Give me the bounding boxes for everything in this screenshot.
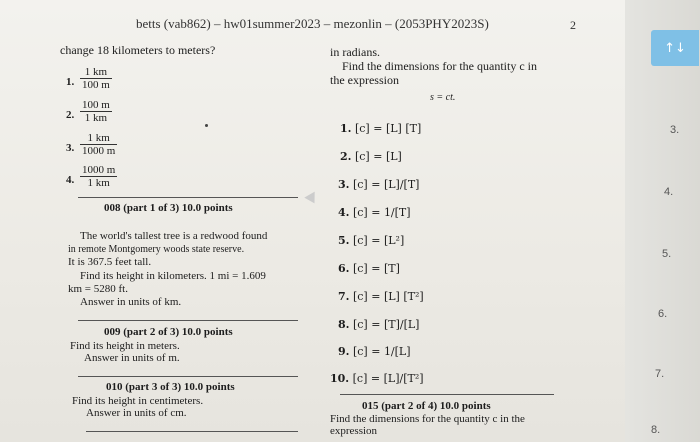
question-015-header: 015 (part 2 of 4) 10.0 points [362, 400, 491, 412]
question-010-text: Find its height in centimeters. [72, 395, 204, 407]
option-number: 10. [330, 372, 350, 385]
option-number: 2. [340, 150, 352, 163]
fraction-denominator: 1 km [80, 176, 117, 189]
option-fraction-2[interactable] [80, 99, 112, 124]
equation: s = ct. [430, 92, 456, 103]
separator [78, 320, 298, 321]
option-number: 2. [66, 109, 75, 121]
fraction-numerator: 100 m [82, 99, 110, 111]
separator [78, 197, 298, 198]
answer-option-5[interactable] [338, 234, 404, 247]
option-text: [c] = [L] [T] [354, 122, 422, 135]
stray-mark [205, 124, 208, 127]
question-008-text: Find its height in kilometers. 1 mi = 1.609 [80, 270, 266, 282]
option-number: 7. [338, 290, 350, 303]
sidebar-item-number[interactable]: 5. [662, 248, 672, 260]
option-number: 3. [338, 178, 350, 191]
separator [86, 431, 298, 432]
question-009-header: 009 (part 2 of 3) 10.0 points [104, 326, 233, 338]
answer-option-4[interactable] [338, 206, 411, 219]
option-text: [c] = 1/[T] [352, 206, 411, 219]
option-text: [c] = 1/[L] [352, 345, 411, 358]
sidebar-item-number[interactable]: 4. [664, 186, 674, 198]
answer-units-cm: Answer in units of cm. [86, 407, 187, 419]
question-009-text: Find its height in meters. [70, 340, 180, 352]
scroll-arrows-icon[interactable]: ↑↓ [651, 30, 699, 66]
option-number: 5. [338, 234, 350, 247]
mouse-cursor-icon [304, 192, 319, 207]
question-prompt: the expression [330, 73, 399, 87]
option-text: [c] = [L]/[T²] [352, 372, 424, 385]
fraction-denominator: 100 m [82, 79, 110, 91]
fraction-denominator: 1 km [80, 111, 112, 124]
fraction-numerator: 1000 m [82, 164, 116, 176]
question-010-header: 010 (part 3 of 3) 10.0 points [106, 381, 235, 393]
sidebar-item-number[interactable]: 8. [651, 424, 661, 436]
question-008-text: The world's tallest tree is a redwood found [80, 230, 268, 242]
sidebar-item-number[interactable]: 6. [658, 308, 668, 320]
question-tail: change 18 kilometers to meters? [60, 43, 216, 57]
page-number: 2 [570, 18, 576, 32]
sidebar-item-number[interactable]: 3. [670, 124, 680, 136]
question-008-header: 008 (part 1 of 3) 10.0 points [104, 202, 233, 214]
option-text: [c] = [L]/[T] [352, 178, 420, 191]
answer-option-9[interactable] [338, 345, 411, 358]
option-number: 4. [338, 206, 350, 219]
option-number: 1. [340, 122, 352, 135]
option-number: 4. [66, 174, 75, 186]
answer-option-6[interactable] [338, 262, 400, 275]
question-prompt: Find the dimensions for the quantity c in [342, 59, 537, 73]
option-fraction-1[interactable] [80, 66, 112, 91]
option-text: [c] = [T] [352, 262, 400, 275]
intro-tail: in radians. [330, 45, 380, 59]
answer-option-3[interactable] [338, 178, 419, 191]
option-number: 6. [338, 262, 350, 275]
sidebar-item-number[interactable]: 7. [655, 368, 665, 380]
option-text: [c] = [L] [T²] [352, 290, 424, 303]
answer-option-10[interactable] [330, 372, 424, 385]
answer-option-1[interactable] [340, 122, 421, 135]
option-number: 9. [338, 345, 350, 358]
option-number: 8. [338, 318, 350, 331]
option-number: 3. [66, 142, 75, 154]
answer-units-km: Answer in units of km. [80, 296, 182, 308]
question-008-text: It is 367.5 feet tall. [68, 256, 152, 268]
option-text: [c] = [L²] [352, 234, 405, 247]
option-fraction-3[interactable] [80, 132, 117, 157]
option-fraction-4[interactable] [80, 164, 117, 189]
question-008-text: in remote Montgomery woods state reserve. [68, 244, 245, 255]
fraction-numerator: 1 km [84, 66, 108, 78]
document-header: betts (vab862) – hw01summer2023 – mezonlin – (2053PHY2023S) [136, 16, 489, 31]
answer-option-8[interactable] [338, 318, 419, 331]
separator [78, 376, 298, 377]
option-text: [c] = [L] [354, 150, 402, 163]
option-text: [c] = [T]/[L] [352, 318, 420, 331]
question-015-text: Find the dimensions for the quantity c in the [330, 413, 525, 425]
question-008-text: km = 5280 ft. [68, 283, 128, 295]
fraction-denominator: 1000 m [82, 145, 116, 157]
separator [340, 394, 554, 395]
answer-option-2[interactable] [340, 150, 402, 163]
question-015-text: expression [330, 425, 378, 437]
fraction-numerator: 1 km [87, 132, 110, 144]
answer-units-m: Answer in units of m. [84, 352, 180, 364]
answer-option-7[interactable] [338, 290, 424, 303]
option-number: 1. [66, 76, 75, 88]
